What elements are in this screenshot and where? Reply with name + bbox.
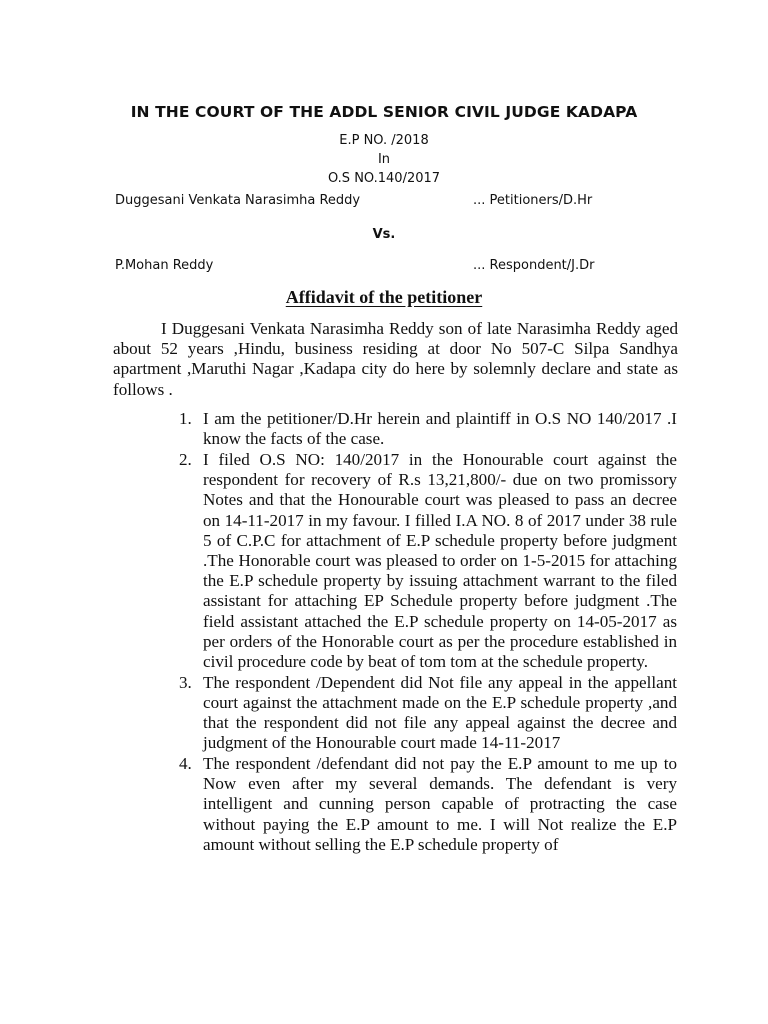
affidavit-heading bbox=[0, 287, 768, 308]
list-item-number: 1. bbox=[179, 409, 192, 428]
list-item bbox=[179, 409, 677, 449]
numbered-points bbox=[179, 409, 677, 855]
respondent-role: ... Respondent/J.Dr bbox=[473, 258, 595, 273]
list-item-number: 4. bbox=[179, 753, 192, 773]
petitioner-role: ... Petitioners/D.Hr bbox=[473, 193, 593, 208]
respondent-name: P.Mohan Reddy bbox=[115, 258, 214, 273]
court-title: IN THE COURT OF THE ADDL SENIOR CIVIL JUDGE KADAPA bbox=[130, 103, 638, 121]
petitioner-name: Duggesani Venkata Narasimha Reddy bbox=[115, 193, 361, 208]
list-item-number: 3. bbox=[179, 672, 192, 692]
list-item-text: The respondent /defendant did not pay the E.P amount to me up to Now even after my several demands. The defendant is very intelligent and cunning person capable of protracting the case without paying the E.P amount to me. I will Not realize the E.P amount without selling the E.P schedule property of bbox=[203, 753, 677, 854]
versus-label: Vs. bbox=[372, 227, 396, 242]
os-number: O.S NO.140/2017 bbox=[327, 171, 441, 186]
intro-paragraph: I Duggesani Venkata Narasimha Reddy son of late Narasimha Reddy aged about 52 years ,Hindu, business residing at door No 507-C Silpa Sandhya apartment ,Maruthi Nagar ,Kadapa city do here by solemnly declare and state as follows . bbox=[113, 319, 678, 399]
list-item-text: I am the petitioner/D.Hr herein and plaintiff in O.S NO 140/2017 .I know the facts of the case. bbox=[203, 409, 677, 449]
list-item-number: 2. bbox=[179, 449, 192, 469]
affidavit-heading-text: Affidavit of the petitioner bbox=[285, 287, 483, 307]
list-item-text: I filed O.S NO: 140/2017 in the Honourable court against the respondent for recovery of R.s 13,21,800/- due on two promissory Notes and that the Honourable court was pleased to pass an decree on 14-11-2017 in my favour. I filled I.A NO. 8 of 2017 under 38 rule 5 of C.P.C for attachment of E.P schedule property before judgment .The Honorable court was pleased to order on 1-5-2015 for attaching the E.P schedule property by issuing attachment warrant to the filed assistant for attaching EP Schedule property before judgment .The field assistant attached the E.P schedule property on 14-05-2017 as per orders of the Honorable court as per the procedure established in civil procedure code by beat of tom tom at the schedule property. bbox=[203, 449, 677, 671]
in-label: In bbox=[377, 152, 391, 167]
list-item bbox=[179, 672, 677, 754]
list-item bbox=[179, 449, 677, 672]
list-item bbox=[179, 753, 677, 855]
list-item-text: The respondent /Dependent did Not file any appeal in the appellant court against the attachment made on the E.P schedule property ,and that the respondent did not file any appeal against the decree and judgment of the Honourable court made 14-11-2017 bbox=[203, 672, 677, 753]
ep-number: E.P NO. /2018 bbox=[339, 133, 429, 148]
